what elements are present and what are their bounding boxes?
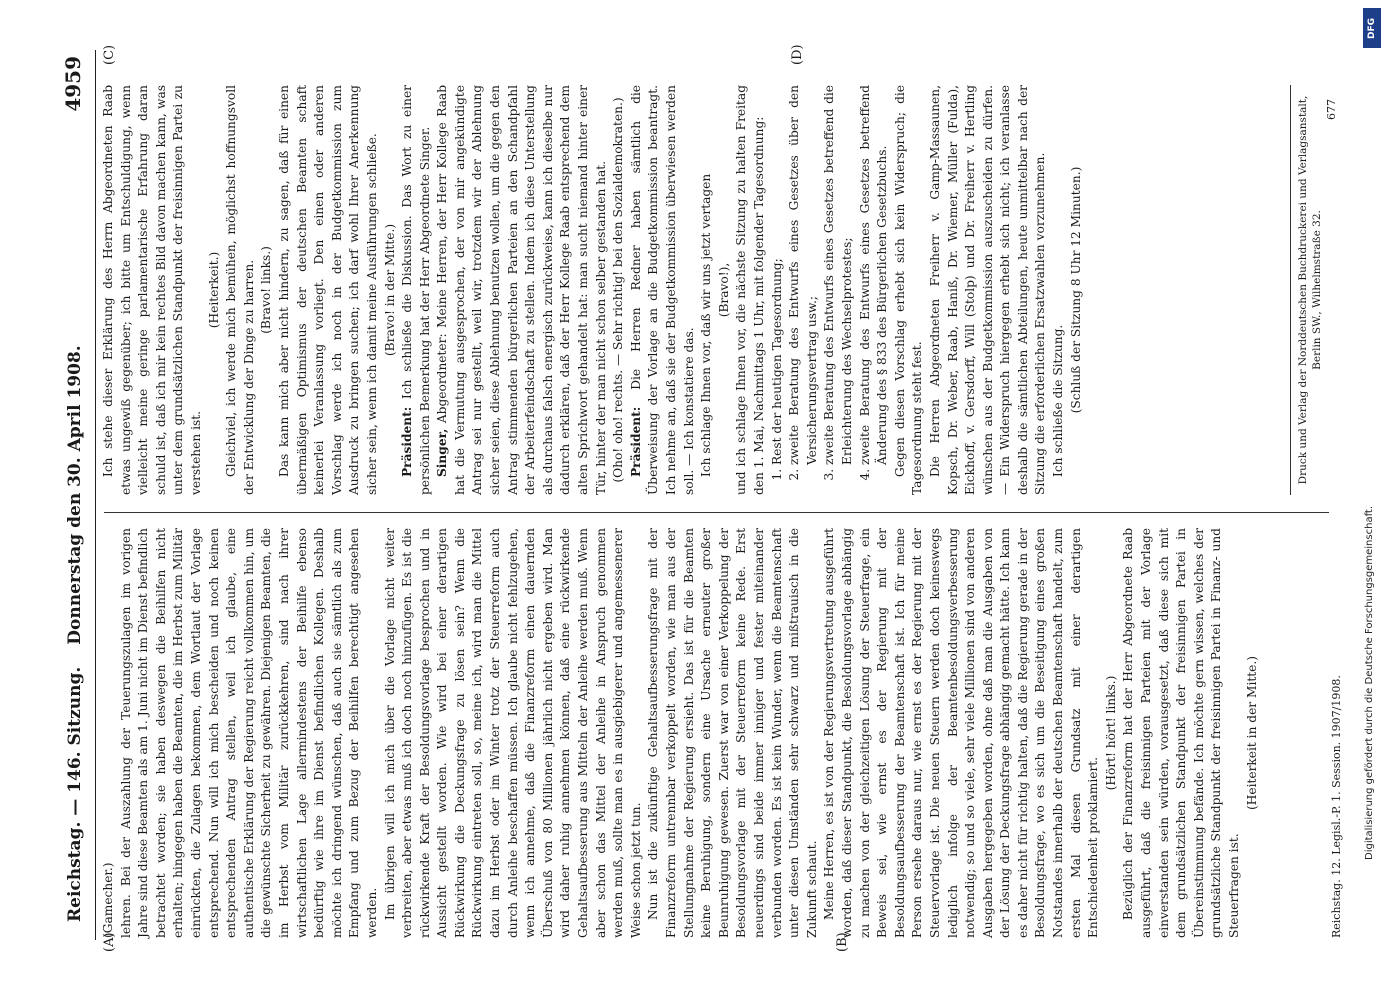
paragraph: Bezüglich der Finanzreform hat der Herr Abgeordnete Raab ausgeführt, daß die freisinnigen Parteien mit der Vorlage einverstanden sein würden, vorausgesetzt, daß diese sich mit dem grundsätzlichen Standpunkt der freisinnigen Partei in Übereinstimmung befände. Ich möchte gern wissen, welches der grundsätzliche Standpunkt der freisinnigen Partei in Finanz- und Steuerfragen ist. xyxy=(1121,528,1241,938)
reaction: (Hört! hört! links.) xyxy=(1103,675,1118,791)
speaker-name: Präsident: xyxy=(628,406,643,477)
speech-text: Die Herren Redner haben sämtlich die Überweisung der Vorlage an die Budgetkommission beantragt. Ich nehme an, daß sie der Budgetkommission überwiesen werden soll. — Ich konstatiere das. xyxy=(628,85,696,495)
paragraph: Nun ist die zukünftige Gehaltsaufbesserungsfrage mit der Finanzreform untrennbar verkoppelt worden, wie man aus der Stellungnahme der Regierung ersieht. Das ist für die Beamten keine Beruhigung, sondern eine Ursache erneuter großer Beunruhigung gewesen. Zuerst war von einer Verkoppelung der Besoldungsvorlage mit der Steuerreform keine Rede. Erst neuerdings sind beide immer inniger und fester miteinander verbunden worden. Es ist kein Wunder, wenn die Beamtenschaft unter diesen Umständen sehr schwarz und mißtrauisch in die Zukunft schaut. xyxy=(646,528,819,938)
paragraph: Die Herren Abgeordneten Freiherr v. Gamp-Massaunen, Kopsch, Dr. Weber, Raab, Haniß, Dr. Wiemer, Müller (Fulda), Eickhoff, v. Gersdorff, Will (Stolp) und Dr. Freiherr v. Hertling wünschen aus der Budgetkommission auszuscheiden zu dürfen. — Ein Widerspruch hiergegen erhebt sich nicht; ich veranlasse deshalb die sämtlichen Abteilungen, heute unmittelbar nach der Sitzung die erforderlichen Ersatzwahlen vorzunehmen. xyxy=(927,85,1048,495)
right-column xyxy=(100,85,1085,495)
reaction: (Bravo!), xyxy=(716,262,731,318)
dfg-logo: DFG xyxy=(1363,8,1381,48)
speaker-name: Singer, xyxy=(435,428,450,477)
paragraph xyxy=(628,85,698,495)
agenda-item: 1. Rest der heutigen Tagesordnung; xyxy=(769,85,787,465)
paragraph: Gleichviel, ich werde mich bemühen, möglichst hoffnungsvoll der Entwicklung der Dinge zu harren. xyxy=(224,85,256,495)
footer-divider xyxy=(1290,85,1291,495)
paragraph: Ich schließe die Sitzung. xyxy=(1051,324,1066,477)
reaction: (Oho! oho! rechts. — Sehr richtig! bei den Sozialdemokraten.) xyxy=(611,97,626,483)
speech-text: Ich schließe die Diskussion. Das Wort zu einer persönlichen Bemerkung hat der Herr Abgeordnete Singer. xyxy=(400,85,432,495)
speaker-role: Abgeordneter: xyxy=(435,333,450,424)
speaker-tag: (Gamecher.) xyxy=(101,862,115,938)
speaker-name: Präsident: xyxy=(400,406,415,477)
page-number: 4959 xyxy=(61,56,85,112)
paragraph: lehren. Bei der Auszahlung der Teuerungszulagen im vorigen Jahre sind diese Beamten als am 1. Juni nicht im Dienst befindlich betrachtet worden; sie haben deswegen die Beihilfen nicht erhalten; hingegen haben die Beamten, die im Herbst zum Militär einrückten, die Zulagen bekommen, dem Wortlaut der Vorlage entsprechend. Nun will ich mich bescheiden und noch keinen entsprechenden Antrag stellen, weil ich glaube, eine authentische Erklärung der Regierung reicht vollkommen hin, um die gewünschte Sicherheit zu gewähren. Diejenigen Beamten, die im Herbst vom Militär zurückkehren, sind nach ihrer wirtschaftlichen Lage allermindestens der Beihilfe ebenso bedürftig wie ihre im Dienst befindlichen Kollegen. Deshalb möchte ich dringend wünschen, daß auch sie sämtlich als zum Empfang und zum Bezug der Beihilfen berechtigt angesehen werden. xyxy=(118,528,379,938)
session-close: (Schluß der Sitzung 8 Uhr 12 Minuten.) xyxy=(1068,166,1083,414)
footer-session-info: Reichstag. 12. Legisl.-P. 1. Session. 1907/1908. xyxy=(1330,675,1343,938)
margin-marker-d: (D) xyxy=(790,44,805,65)
header-session: Reichstag. — 146. Sitzung. xyxy=(65,666,85,922)
paragraph: Das kann mich aber nicht hindern, zu sagen, daß für einen übermäßigen Optimismus der deutschen Beamten schaft keinerlei Veranlassung vorliegt. Den einen oder anderen Vorschlag werde ich noch in der Budgetkommission zum Ausdruck zu bringen suchen; ich darf wohl Ihrer Anerkennung sicher sein, wenn ich damit meine Ausführungen schließe. xyxy=(276,85,379,495)
digitization-note: Digitalisierung gefördert durch die Deutsche Forschungsgemeinschaft. xyxy=(1364,505,1375,860)
agenda-item: 3. zweite Beratung des Entwurfs eines Gesetzes betreffend die Erleichterung des Wechselprotestes; xyxy=(821,85,856,465)
paragraph xyxy=(399,85,434,495)
agenda-item: 4. zweite Beratung des Entwurfs eines Gesetzes betreffend Änderung des § 833 des Bürgerlichen Gesetzbuchs. xyxy=(857,85,892,465)
reaction: (Bravo! links.) xyxy=(259,246,274,334)
reaction: (Bravo! in der Mitte.) xyxy=(382,223,397,357)
reaction: (Heiterkeit.) xyxy=(206,251,221,329)
column-divider xyxy=(104,512,1329,513)
page-header xyxy=(55,50,96,940)
left-column xyxy=(100,528,1261,938)
reaction: (Heiterkeit in der Mitte.) xyxy=(1244,655,1259,811)
paragraph xyxy=(434,85,610,495)
margin-marker-c: (C) xyxy=(102,44,117,65)
paragraph: und ich schlage Ihnen vor, die nächste Sitzung zu halten Freitag den 1. Mai, Nachmittags 1 Uhr, mit folgender Tagesordnung: xyxy=(734,85,766,495)
margin-marker-a: (A) xyxy=(102,932,117,952)
agenda-list xyxy=(769,85,892,495)
printer-imprint: Druck und Verlag der Norddeutschen Buchdruckerei und Verlagsanstalt, Berlin SW., Wilhelmstraße 32. xyxy=(1297,95,1323,485)
speech-text: Meine Herren, der Herr Kollege Raab hat die Vermutung ausgesprochen, der von mir angekündigte Antrag sei nur gestellt, weil wir, trotzdem wir der Ablehnung sicher seien, diese Ablehnung benutzen wollen, um die gegen den Antrag stimmenden bürgerlichen Parteien an den Schandpfahl der Arbeiterfeindschaft zu stellen. Indem ich diese Unterstellung als durchaus falsch energisch zurückweise, kann ich dieselbe nur dadurch erklären, daß der Herr Kollege Raab entsprechend dem alten Sprichwort gehandelt hat: man sucht niemand hinter einer Tür, hinter der man nicht schon selber gestanden hat. xyxy=(435,85,608,495)
page-code: 677 xyxy=(1325,99,1338,120)
margin-marker-b: (B) xyxy=(835,932,850,952)
paragraph: Im übrigen will ich mich über die Vorlage nicht weiter verbreiten, aber etwas muß ich doch noch hinzufügen. Es ist die rückwirkende Kraft der Besoldungsvorlage besprochen und in Aussicht gestellt worden. Wie wird bei einer derartigen Rückwirkung die Deckungsfrage zu lösen sein? Wenn die Rückwirkung eintreten soll, so, meine ich, wird man die Mittel dazu im Herbst oder im Winter trotz der Steuerreform auch durch Anleihe beschaffen müssen. Ich glaube nicht fehlzugehen, wenn ich annehme, daß die Finanzreform einen dauernden Überschuß von 80 Millionen jährlich nicht ergeben wird. Man wird daher ruhig annehmen können, daß eine rückwirkende Gehaltsaufbesserung aus Mitteln der Anleihe werden muß. Wenn aber schon das Mittel der Anleihe in Anspruch genommen werden muß, sollte man es in ausgiebigerer und angemessenerer Weise schon jetzt tun. xyxy=(382,528,643,938)
paragraph: Ich schlage Ihnen vor, daß wir uns jetzt vertagen xyxy=(699,173,714,477)
agenda-item: 2. zweite Beratung des Entwurfs eines Gesetzes über den Versicherungsvertrag usw.; xyxy=(786,85,821,465)
header-date: Donnerstag den 30. April 1908. xyxy=(65,345,85,645)
digitization-margin xyxy=(1361,0,1383,1000)
paragraph: Gegen diesen Vorschlag erhebt sich kein Widerspruch; die Tagesordnung steht fest. xyxy=(892,85,925,495)
paragraph: Meine Herren, es ist von der Regierungsvertretung ausgeführt worden, daß dieser Standpunkt, die Besoldungsvorlage abhängig zu machen von der gleichzeitigen Lösung der Steuerfrage, ein Beweis sei, wie ernst es der Regierung mit der Besoldungsaufbesserung der Beamtenschaft ist. Ich für meine Person ersehe daraus nur, wie ernst es der Regierung mit der Steuervorlage ist. Die neuen Steuern werden doch keineswegs lediglich infolge der Beamtenbesoldungsverbesserung notwendig; so und so viele, sehr viele Millionen sind von anderen Ausgaben hergegeben worden, ohne daß man die Ausgaben von der Lösung der Deckungsfrage abhängig gemacht hätte. Ich kann es daher nicht für richtig halten, daß die Regierung gerade in der Besoldungsfrage, wo es sich um die Beseitigung eines großen Notstandes innerhalb der deutschen Beamtenschaft handelt, zum ersten Mal diesen Grundsatz mit einer derartigen Entschiedenheit proklamiert. xyxy=(822,528,1101,938)
paragraph: Ich stehe dieser Erklärung des Herrn Abgeordneten Raab etwas ungewiß gegenüber; ich bitte um Entschuldigung, wenn vielleicht meine geringe parlamentarische Erfahrung daran schuld ist, daß ich mir kein rechtes Bild davon machen kann, was unter dem grundsätzlichen Standpunkt der freisinnigen Partei zu verstehen ist. xyxy=(101,85,203,495)
